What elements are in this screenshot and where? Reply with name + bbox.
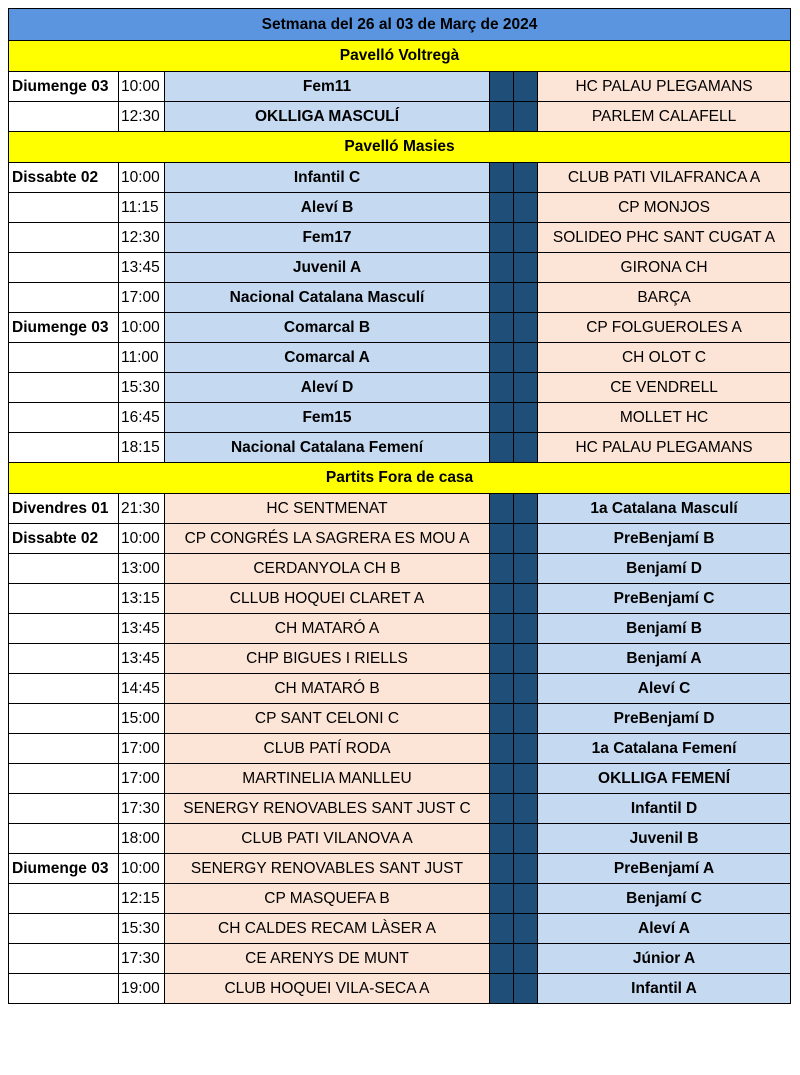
home-score-cell	[490, 373, 514, 403]
away-score-cell	[514, 102, 538, 132]
away-score-cell	[514, 223, 538, 253]
away-team: PreBenjamí D	[538, 704, 791, 734]
away-score-cell	[514, 433, 538, 463]
match-time: 10:00	[119, 524, 165, 554]
match-day	[9, 373, 119, 403]
venue-name: Partits Fora de casa	[9, 463, 791, 494]
schedule-body	[9, 9, 791, 1004]
away-score-cell	[514, 343, 538, 373]
away-score-cell	[514, 854, 538, 884]
home-team: CH MATARÓ A	[165, 614, 490, 644]
match-time: 15:30	[119, 373, 165, 403]
home-team: CLUB PATÍ RODA	[165, 734, 490, 764]
away-team: CH OLOT C	[538, 343, 791, 373]
home-score-cell	[490, 794, 514, 824]
away-score-cell	[514, 193, 538, 223]
home-score-cell	[490, 674, 514, 704]
home-score-cell	[490, 223, 514, 253]
home-score-cell	[490, 403, 514, 433]
match-row	[9, 584, 791, 614]
match-row	[9, 974, 791, 1004]
schedule-title: Setmana del 26 al 03 de Març de 2024	[9, 9, 791, 41]
match-row	[9, 914, 791, 944]
match-day	[9, 343, 119, 373]
match-row	[9, 734, 791, 764]
home-score-cell	[490, 704, 514, 734]
match-day: Diumenge 03	[9, 854, 119, 884]
away-score-cell	[514, 614, 538, 644]
home-team: CERDANYOLA CH B	[165, 554, 490, 584]
home-score-cell	[490, 253, 514, 283]
match-row	[9, 674, 791, 704]
match-row	[9, 253, 791, 283]
match-day	[9, 102, 119, 132]
match-day	[9, 253, 119, 283]
match-row	[9, 614, 791, 644]
match-row	[9, 283, 791, 313]
home-score-cell	[490, 72, 514, 102]
venue-name: Pavelló Masies	[9, 132, 791, 163]
away-score-cell	[514, 914, 538, 944]
match-time: 11:15	[119, 193, 165, 223]
away-team: PreBenjamí B	[538, 524, 791, 554]
match-day	[9, 614, 119, 644]
match-time: 21:30	[119, 494, 165, 524]
away-score-cell	[514, 944, 538, 974]
match-row	[9, 494, 791, 524]
match-day	[9, 223, 119, 253]
match-day	[9, 193, 119, 223]
match-time: 10:00	[119, 163, 165, 193]
match-row	[9, 343, 791, 373]
match-day	[9, 704, 119, 734]
away-score-cell	[514, 554, 538, 584]
match-time: 15:30	[119, 914, 165, 944]
match-time: 14:45	[119, 674, 165, 704]
match-day: Dissabte 02	[9, 524, 119, 554]
home-team: CP MASQUEFA B	[165, 884, 490, 914]
match-row	[9, 193, 791, 223]
home-score-cell	[490, 734, 514, 764]
match-time: 13:45	[119, 253, 165, 283]
home-score-cell	[490, 914, 514, 944]
home-team: Comarcal A	[165, 343, 490, 373]
away-score-cell	[514, 824, 538, 854]
home-team: Comarcal B	[165, 313, 490, 343]
away-team: CE VENDRELL	[538, 373, 791, 403]
match-time: 19:00	[119, 974, 165, 1004]
home-team: SENERGY RENOVABLES SANT JUST	[165, 854, 490, 884]
match-row	[9, 433, 791, 463]
match-day	[9, 734, 119, 764]
home-score-cell	[490, 764, 514, 794]
match-row	[9, 794, 791, 824]
match-day	[9, 914, 119, 944]
home-score-cell	[490, 193, 514, 223]
match-day: Diumenge 03	[9, 72, 119, 102]
match-day	[9, 974, 119, 1004]
match-time: 10:00	[119, 854, 165, 884]
match-row	[9, 944, 791, 974]
away-score-cell	[514, 494, 538, 524]
away-team: PreBenjamí C	[538, 584, 791, 614]
home-score-cell	[490, 343, 514, 373]
home-team: CP CONGRÉS LA SAGRERA ES MOU A	[165, 524, 490, 554]
away-team: BARÇA	[538, 283, 791, 313]
home-score-cell	[490, 494, 514, 524]
away-team: HC PALAU PLEGAMANS	[538, 433, 791, 463]
away-team: GIRONA CH	[538, 253, 791, 283]
away-team: PARLEM CALAFELL	[538, 102, 791, 132]
match-day	[9, 674, 119, 704]
home-score-cell	[490, 614, 514, 644]
away-team: CLUB PATI VILAFRANCA A	[538, 163, 791, 193]
home-team: SENERGY RENOVABLES SANT JUST C	[165, 794, 490, 824]
home-team: CH MATARÓ B	[165, 674, 490, 704]
away-team: SOLIDEO PHC SANT CUGAT A	[538, 223, 791, 253]
home-score-cell	[490, 854, 514, 884]
away-team: Benjamí D	[538, 554, 791, 584]
away-team: 1a Catalana Femení	[538, 734, 791, 764]
match-time: 13:15	[119, 584, 165, 614]
match-day	[9, 554, 119, 584]
home-score-cell	[490, 824, 514, 854]
home-team: Aleví B	[165, 193, 490, 223]
match-row	[9, 704, 791, 734]
home-team: CP SANT CELONI C	[165, 704, 490, 734]
home-team: Fem15	[165, 403, 490, 433]
away-score-cell	[514, 974, 538, 1004]
home-team: Nacional Catalana Femení	[165, 433, 490, 463]
match-time: 13:45	[119, 614, 165, 644]
match-row	[9, 854, 791, 884]
away-score-cell	[514, 163, 538, 193]
match-time: 18:15	[119, 433, 165, 463]
match-row	[9, 403, 791, 433]
home-team: CLUB PATI VILANOVA A	[165, 824, 490, 854]
home-team: MARTINELIA MANLLEU	[165, 764, 490, 794]
home-team: CH CALDES RECAM LÀSER A	[165, 914, 490, 944]
match-time: 12:15	[119, 884, 165, 914]
match-time: 17:00	[119, 764, 165, 794]
match-day	[9, 884, 119, 914]
match-row	[9, 524, 791, 554]
away-team: Aleví C	[538, 674, 791, 704]
home-score-cell	[490, 433, 514, 463]
away-team: Infantil D	[538, 794, 791, 824]
match-time: 15:00	[119, 704, 165, 734]
match-day: Dissabte 02	[9, 163, 119, 193]
match-time: 17:30	[119, 944, 165, 974]
home-team: CLLUB HOQUEI CLARET A	[165, 584, 490, 614]
home-team: CE ARENYS DE MUNT	[165, 944, 490, 974]
away-score-cell	[514, 403, 538, 433]
away-team: HC PALAU PLEGAMANS	[538, 72, 791, 102]
away-team: Benjamí A	[538, 644, 791, 674]
home-team: Juvenil A	[165, 253, 490, 283]
home-score-cell	[490, 554, 514, 584]
match-day	[9, 944, 119, 974]
match-day	[9, 824, 119, 854]
away-score-cell	[514, 704, 538, 734]
away-score-cell	[514, 884, 538, 914]
match-time: 18:00	[119, 824, 165, 854]
match-time: 10:00	[119, 313, 165, 343]
match-time: 17:00	[119, 734, 165, 764]
match-day	[9, 794, 119, 824]
match-day	[9, 584, 119, 614]
away-score-cell	[514, 72, 538, 102]
away-team: PreBenjamí A	[538, 854, 791, 884]
match-day	[9, 433, 119, 463]
match-time: 11:00	[119, 343, 165, 373]
match-row	[9, 824, 791, 854]
home-score-cell	[490, 974, 514, 1004]
away-team: MOLLET HC	[538, 403, 791, 433]
away-team: Infantil A	[538, 974, 791, 1004]
home-team: HC SENTMENAT	[165, 494, 490, 524]
match-row	[9, 884, 791, 914]
away-team: CP FOLGUEROLES A	[538, 313, 791, 343]
home-team: CLUB HOQUEI VILA-SECA A	[165, 974, 490, 1004]
away-score-cell	[514, 644, 538, 674]
match-day	[9, 644, 119, 674]
match-row	[9, 373, 791, 403]
away-score-cell	[514, 283, 538, 313]
away-score-cell	[514, 674, 538, 704]
match-time: 12:30	[119, 102, 165, 132]
away-team: CP MONJOS	[538, 193, 791, 223]
away-score-cell	[514, 524, 538, 554]
home-score-cell	[490, 584, 514, 614]
match-row	[9, 72, 791, 102]
home-team: OKLLIGA MASCULÍ	[165, 102, 490, 132]
away-score-cell	[514, 764, 538, 794]
home-score-cell	[490, 944, 514, 974]
title-row	[9, 9, 791, 41]
match-day: Diumenge 03	[9, 313, 119, 343]
home-team: Infantil C	[165, 163, 490, 193]
home-score-cell	[490, 163, 514, 193]
away-score-cell	[514, 734, 538, 764]
home-team: CHP BIGUES I RIELLS	[165, 644, 490, 674]
home-score-cell	[490, 524, 514, 554]
home-team: Fem11	[165, 72, 490, 102]
away-score-cell	[514, 584, 538, 614]
match-day: Divendres 01	[9, 494, 119, 524]
away-team: Benjamí B	[538, 614, 791, 644]
away-score-cell	[514, 313, 538, 343]
match-time: 16:45	[119, 403, 165, 433]
home-team: Fem17	[165, 223, 490, 253]
match-day	[9, 764, 119, 794]
home-score-cell	[490, 102, 514, 132]
match-row	[9, 163, 791, 193]
match-row	[9, 223, 791, 253]
match-time: 13:45	[119, 644, 165, 674]
venue-name: Pavelló Voltregà	[9, 41, 791, 72]
away-team: OKLLIGA FEMENÍ	[538, 764, 791, 794]
match-time: 17:00	[119, 283, 165, 313]
away-score-cell	[514, 794, 538, 824]
away-team: 1a Catalana Masculí	[538, 494, 791, 524]
schedule-table	[8, 8, 791, 1004]
match-day	[9, 403, 119, 433]
away-team: Aleví A	[538, 914, 791, 944]
home-score-cell	[490, 644, 514, 674]
match-row	[9, 644, 791, 674]
away-team: Benjamí C	[538, 884, 791, 914]
venue-header-row	[9, 132, 791, 163]
home-score-cell	[490, 313, 514, 343]
match-time: 12:30	[119, 223, 165, 253]
away-team: Juvenil B	[538, 824, 791, 854]
home-score-cell	[490, 884, 514, 914]
match-time: 13:00	[119, 554, 165, 584]
match-day	[9, 283, 119, 313]
home-team: Nacional Catalana Masculí	[165, 283, 490, 313]
match-row	[9, 554, 791, 584]
venue-header-row	[9, 41, 791, 72]
match-time: 10:00	[119, 72, 165, 102]
away-team: Júnior A	[538, 944, 791, 974]
away-score-cell	[514, 253, 538, 283]
away-score-cell	[514, 373, 538, 403]
match-row	[9, 313, 791, 343]
home-team: Aleví D	[165, 373, 490, 403]
match-row	[9, 102, 791, 132]
venue-header-row	[9, 463, 791, 494]
match-row	[9, 764, 791, 794]
match-time: 17:30	[119, 794, 165, 824]
home-score-cell	[490, 283, 514, 313]
